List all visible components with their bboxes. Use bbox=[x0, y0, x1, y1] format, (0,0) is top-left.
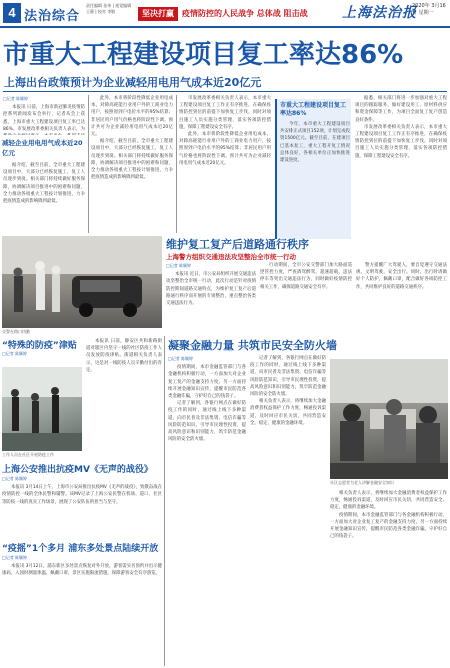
pudong-column: □记者 陈颖婷 本报讯 3月12日，浦东新区多处景点恢复对外开放，游客需实名预约并出示健康码，入园时测量体温、佩戴口罩，景区实施限流措施，保障游客安全有序游览。 bbox=[2, 555, 162, 577]
traffic-story-title: 维护复工复产后道路通行秩序 bbox=[166, 238, 309, 251]
divider bbox=[176, 95, 177, 233]
finance-byline: □记者 陈颖婷 bbox=[168, 356, 194, 361]
lead-column bbox=[355, 95, 447, 233]
traffic-column: 警方提醒广大驾驶人，要自觉遵守交通法规，文明驾驶，安全出行。同时，出行时请做好个人防护，佩戴口罩，配合做好各项防控工作，共同维护良好的道路交通秩序。 bbox=[356, 263, 447, 290]
traffic-column: 行动期间，全市公安交警部门加大路面巡逻管控力度，严查酒驾醉驾、超速超载、违法停车等突出交通违法行为，同时做好疫情防控相关工作，确保道路交通安全有序。 bbox=[260, 263, 352, 290]
community-photo-caption: 工作人员在社区开展防疫工作 bbox=[2, 452, 54, 457]
finance-column: 记者了解到，各银行网点在做好防疫工作的同时，通过线上线下多种渠道，向市民普及非法集资、电信诈骗等风险防范知识，引导市民理性投资，提高风险意识和识别能力，筑牢防范金融风险的安全防火墙。 相关负责人表示，将继续加大金融消费者权益保护工作力度，畅通投诉渠道，及时回应市民关切，共同营造安全、稳定、健康的金融环境。 bbox=[250, 356, 326, 426]
issue-date: 2020年 3月16日 星期一 bbox=[412, 3, 446, 16]
finance-column: 相关负责人表示，将继续加大金融消费者权益保护工作力度，畅通投诉渠道，及时回应市民关切，共同营造安全、稳定、健康的金融环境。 疫情期间，本市金融监管部门与各金融机构积极行动，一方面加大对企业复工复产的金融支持力度，另一方面持续开展金融知识宣传，提醒市民防范各类金融诈骗，守护好自己的钱袋子。 bbox=[330, 491, 447, 540]
lead-text: 市发展改革委相关负责人表示，本市重大工程建设项目复工工作正有序推进，在确保疫情防控到位的前提下加快复工步伐，同时对项目施工人员实施分类管理，落实各项防控措施，保障工程建设安全有序。 bbox=[355, 124, 447, 159]
traffic-story-subtitle: 上海警方组织交通违法攻坚整治全市统一行动 bbox=[166, 253, 296, 261]
mv-column: □记者 陈颖婷 本报讯 3月14日上午，上海市公安局推出抗疫MV《无声的战役》，致敬奋战在疫情防控一线的全体民警和辅警。该MV记录了上海公安民警在机场、道口、社区等防疫一线的真实工作场景，展现了公安队伍的担当与坚守。 bbox=[2, 476, 162, 505]
pudong-story-title: “疫摇”1个多月 浦东多处景点陆续开放 bbox=[2, 544, 159, 554]
pudong-byline: □记者 陈颖婷 bbox=[2, 555, 28, 560]
finance-story-title: 凝聚金融力量 共筑市民安全防火墙 bbox=[168, 339, 337, 352]
allowance-column: 本报讯 日前，静安区共和新路街道对辖区内坚守一线的社区防疫工作人员发放防疫津贴。街道相关负责人表示，这是对一线防疫人员辛勤付出的肯定。 bbox=[86, 339, 162, 373]
banner-tag: 坚决打赢 bbox=[138, 7, 178, 21]
lead-text: 据介绍，截至目前，全市重大工程建设项目中，大部分已经恢复施工，复工人员逐步到岗。相关部门将持续做好服务保障，协调解决项目推进中的困难和问题，全力推动各项重大工程按计划推进，力争把疫情造成的影响降到最低。 bbox=[91, 139, 173, 181]
sidebar-box-title: 市重大工程建设项目复工率达86% bbox=[280, 102, 347, 117]
elderly-photo-caption: 社区志愿者为老人讲解金融安全知识 bbox=[330, 480, 394, 485]
newspaper-logo: 上海法治报 bbox=[342, 5, 417, 21]
allowance-story-title: “特殊的防疫”津贴 bbox=[2, 341, 77, 351]
lead-subhead: 上海出台政策预计为企业减轻用电用气成本近20亿元 bbox=[4, 76, 262, 89]
allowance-byline: □记者 陈颖婷 bbox=[2, 351, 28, 356]
lead-sidebar-box bbox=[275, 99, 351, 239]
allowance-byline-wrap bbox=[2, 350, 82, 366]
lead-byline: □记者 陈颖婷 bbox=[3, 96, 29, 101]
lead-text: 市发展改革委相关负责人表示，本市重大工程建设项目复工工作正有序推进，在确保疫情防控到位的前提下加快复工步伐，同时对项目施工人员实施分类管理，落实各项防控措施，保障工程建设安全有序。 bbox=[179, 96, 271, 130]
lead-column bbox=[3, 162, 85, 232]
banner bbox=[138, 5, 340, 22]
traffic-police-photo bbox=[2, 236, 162, 328]
divider bbox=[164, 336, 165, 666]
finance-column: □记者 陈颖婷 疫情期间，本市金融监管部门与各金融机构积极行动，一方面加大对企业复工复产的金融支持力度，另一方面持续开展金融知识宣传，提醒市民防范各类金融诈骗，守护好自己的钱袋子。 记者了解到，各银行网点在做好防疫工作的同时，通过线上线下多种渠道，向市民普及非法集资、电信诈骗等风险防范知识，引导市民理性投资，提高风险意识和识别能力，筑牢防范金融风险的安全防火墙。 bbox=[168, 356, 246, 443]
sidebar-box-text: 今年，本市重大工程建设项目共安排正式项目152项，计划完成投资1500亿元。截至目前，在建项目已基本复工，重大工程开复工情况总体良好，各相关单位正加快推进建设进度。 bbox=[280, 122, 350, 164]
mv-story-title: 上海公安推出抗疫MV《无声的战役》 bbox=[2, 465, 153, 475]
lead-column bbox=[179, 95, 271, 233]
lead-text: 据介绍，截至目前，全市重大工程建设项目中，大部分已经恢复施工，复工人员逐步到岗。相关部门将持续做好服务保障，协调解决项目推进中的困难和问题，全力推动各项重大工程按计划推进，力争把疫情造成的影响降到最低。 bbox=[3, 163, 85, 205]
lead-column bbox=[3, 95, 85, 135]
community-photo bbox=[2, 367, 82, 451]
page-number: 4 bbox=[3, 3, 21, 23]
elderly-residents-photo bbox=[330, 359, 448, 479]
lead-text: 据悉，相关部门将进一步加强对重大工程项目的跟踪服务，做好建设用工、原材料供应和资金保障等工作，为项目全面复工复产创造良好条件。 bbox=[355, 96, 447, 123]
lead-headline: 市重大工程建设项目复工率达86% bbox=[3, 40, 404, 70]
lead-text: 此外，本市将阶段性降低企业用电成本，对除高耗能行业用户外的工商业电力用户，按照原到户电价水平的95%结算；非居民用户用气价格也将阶段性下调。预计共可为企业减轻用电用气成本近20亿元。 bbox=[91, 96, 173, 138]
lead-text: 本报讯 日前，上海市新冠肺炎疫情防控系列新闻发布会举行，记者从会上获悉，上海市重大工程建设项目复工率已达86%。市发展改革委相关负责人表示，为 bbox=[3, 105, 85, 132]
masthead bbox=[0, 0, 450, 28]
lead-text: 此外，本市将阶段性降低企业用电成本，对除高耗能行业用户外的工商业电力用户，按照原到户电价水平的95%结算；非居民用户用气价格也将阶段性下调。预计共可为企业减轻用电用气成本近20亿元。 bbox=[179, 132, 271, 166]
traffic-photo-caption: 交警在路口执勤 bbox=[2, 329, 30, 334]
mv-byline: □记者 陈颖婷 bbox=[2, 476, 28, 481]
lead-side-title: 减轻企业用电用气成本近20亿元 bbox=[2, 139, 83, 157]
divider bbox=[88, 95, 89, 233]
divider bbox=[3, 91, 447, 92]
editors-credit: 责任编辑 张伟 | 视觉编辑 王静 | 校对 李敏 bbox=[86, 3, 132, 14]
traffic-byline: □记者 陈颖婷 bbox=[166, 263, 192, 268]
banner-text: 疫情防控的人民战争 总体战 阻击战 bbox=[182, 9, 308, 18]
section-title: 法治综合 bbox=[24, 9, 81, 24]
traffic-column: □记者 陈颖婷 本报讯 近日，市公安局组织开展交通违法攻坚整治全市统一行动，此次行动是针对疫情防控期间道路交通特点，为维护复工复产后道路通行秩序而开展的专项整治，重点整治各类交通违法行为。 bbox=[166, 263, 256, 307]
lead-column bbox=[91, 95, 173, 233]
